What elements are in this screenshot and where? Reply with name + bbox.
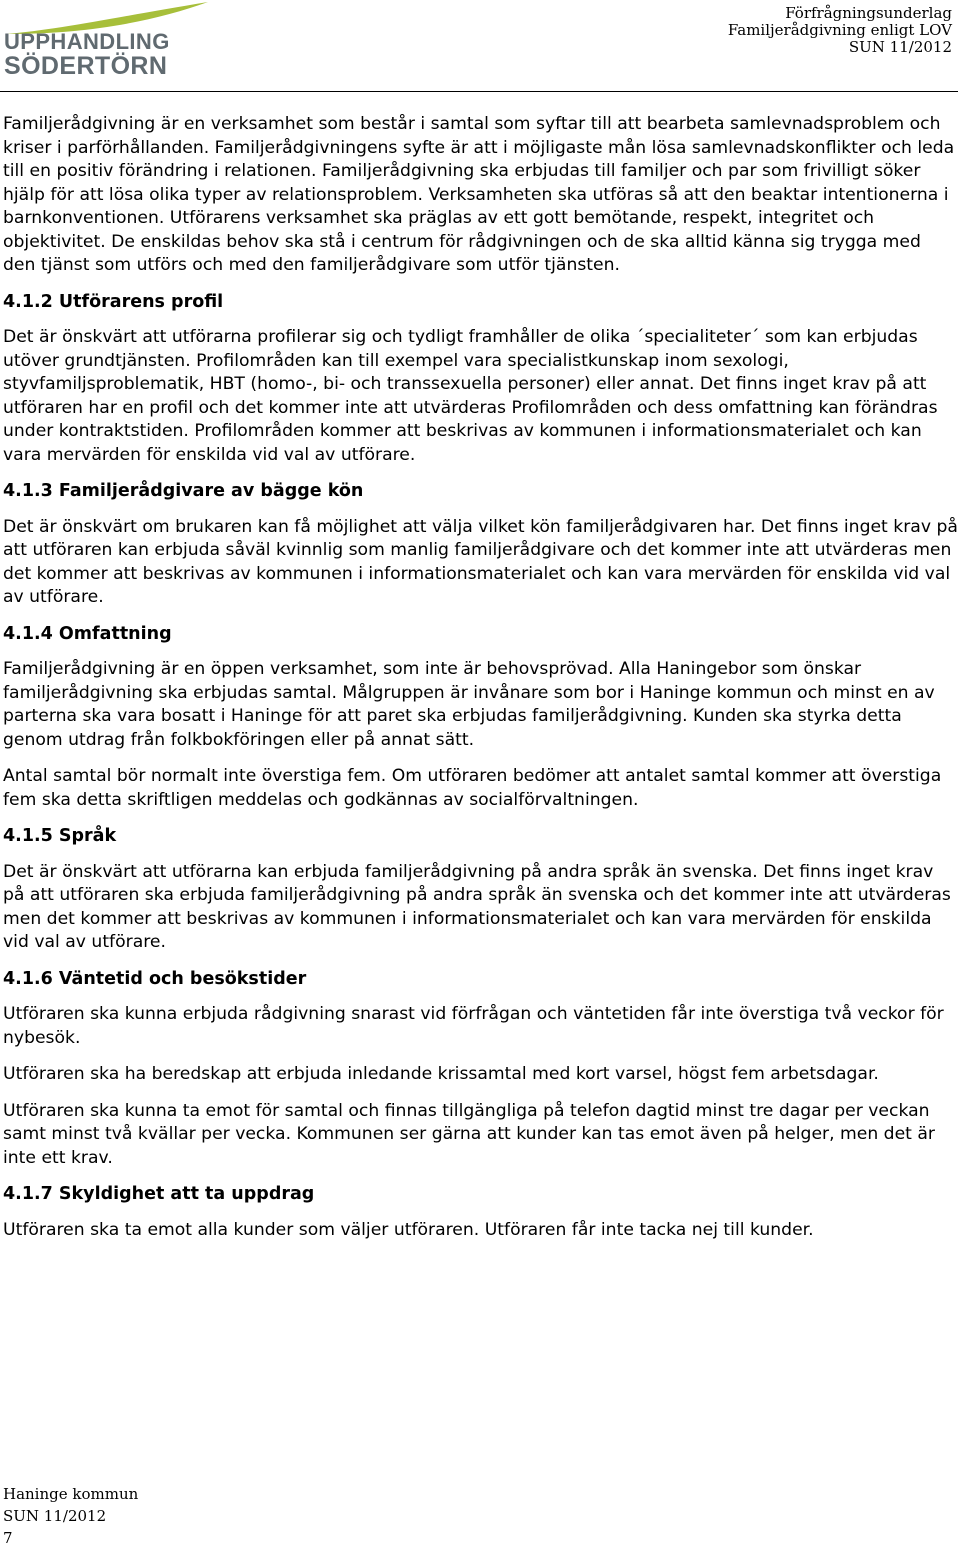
section-heading-skyldighet-ta-uppdrag: 4.1.7 Skyldighet att ta uppdrag [3, 1184, 315, 1204]
section-paragraph: Det är önskvärt att utförarna kan erbjuda familjerådgivning på andra språk än svenska. Det finns inget krav på att utföraren ska erbjuda familjerådgivning på andra språk än svenska och det kommer inte att utvärderas men det kommer att beskrivas av kommunen i informationsmaterialet och kan vara mervärden för enskilda vid val av utförare. [3, 861, 951, 952]
section-paragraph: Utföraren ska ta emot alla kunder som väljer utföraren. Utföraren får inte tacka nej till kunder. [3, 1219, 814, 1240]
logo-text-line2: SÖDERTÖRN [4, 52, 168, 80]
section-paragraph: Familjerådgivning är en öppen verksamhet, som inte är behovsprövad. Alla Haningebor som önskar familjerådgivning ska erbjudas samtal. Målgruppen är invånare som bor i Haninge kommun och minst en av parterna ska vara bosatt i Haninge för att paret ska erbjudas familjerådgivning. Kunden ska styrka detta genom utdrag från folkbokföringen eller på annat sätt. [3, 659, 935, 750]
page-footer [3, 1483, 138, 1549]
section-heading-sprak: 4.1.5 Språk [3, 826, 117, 846]
footer-municipality: Haninge kommun [3, 1485, 139, 1503]
section-heading-familjeradgivare-bagge-kon: 4.1.3 Familjerådgivare av bägge kön [3, 481, 364, 501]
section-paragraph: Antal samtal bör normalt inte överstiga fem. Om utföraren bedömer att antalet samtal kommer att överstiga fem ska detta skriftligen meddelas och godkännas av socialförvaltningen. [3, 766, 942, 810]
section-paragraph: Det är önskvärt om brukaren kan få möjlighet att välja vilket kön familjerådgivaren har. Det finns inget krav på att utföraren kan erbjuda såväl kvinnlig som manlig familjerådgivare och det kommer inte att utvärderas men det kommer att beskrivas av kommunen i informationsmaterialet och kan vara mervärden för enskilda vid val av utförare. [3, 516, 958, 607]
section-heading-omfattning: 4.1.4 Omfattning [3, 623, 172, 644]
section-paragraph: Utföraren ska ha beredskap att erbjuda inledande krissamtal med kort varsel, högst fem arbetsdagar. [3, 1064, 879, 1084]
upphandling-sodertorn-logo [2, 0, 212, 80]
document-body [3, 113, 958, 1255]
page-header [0, 0, 960, 92]
section-paragraph: Det är önskvärt att utförarna profilerar sig och tydligt framhåller de olika ´specialiteter´ som kan erbjudas utöver grundtjänsten. Profilområden kan till exempel vara specialistkunskap inom sexologi, styvfamiljsproblematik, HBT (homo-, bi- och transsexuella personer) eller annat. Det finns inget krav på att utföraren har en profil och det kommer inte att utvärderas Profilområden och dess omfattning kan förändras under kontraktstiden. Profilområden kommer att beskrivas av kommunen i informationsmaterialet och kan vara mervärden för enskilda vid val av utförare. [3, 327, 938, 465]
logo-text-line1: UPPHANDLING [4, 29, 170, 54]
document-title: Familjerådgivning enligt LOV [727, 21, 952, 39]
section-paragraph: Utföraren ska kunna erbjuda rådgivning snarast vid förfrågan och väntetiden får inte överstiga två veckor för nybesök. [3, 1004, 944, 1048]
page-number: 7 [3, 1529, 13, 1547]
intro-paragraph: Familjerådgivning är en verksamhet som består i samtal som syftar till att bearbeta samlevnadsproblem och kriser i parförhållanden. Familjerådgivningens syfte är att i möjligaste mån lösa samlevnadskonflikter och leda till en positiv förändring i relationen. Familjerådgivning ska erbjudas till familjer och par som frivilligt söker hjälp för att lösa olika typer av relationsproblem. Verksamheten ska utföras så att den beaktar intentionerna i barnkonventionen. Utförarens verksamhet ska präglas av ett gott bemötande, respekt, integritet och objektivitet. De enskildas behov ska stå i centrum för rådgivningen och de ska alltid känna sig trygga med den tjänst som utförs och med den familjerådgivare som utför tjänsten. [3, 114, 955, 275]
section-heading-utforarens-profil: 4.1.2 Utförarens profil [3, 291, 224, 312]
document-info [728, 5, 952, 56]
header-divider [0, 91, 958, 92]
section-paragraph: Utföraren ska kunna ta emot för samtal och finnas tillgängliga på telefon dagtid minst tre dagar per veckan samt minst två kvällar per vecka. Kommunen ser gärna att kunder kan tas emot även på helger, men det är inte ett krav. [3, 1100, 935, 1168]
footer-document-reference: SUN 11/2012 [3, 1507, 107, 1525]
document-reference: SUN 11/2012 [848, 38, 952, 56]
section-heading-vantetid-besokstider: 4.1.6 Väntetid och besökstider [3, 968, 307, 989]
document-type: Förfrågningsunderlag [785, 4, 952, 22]
